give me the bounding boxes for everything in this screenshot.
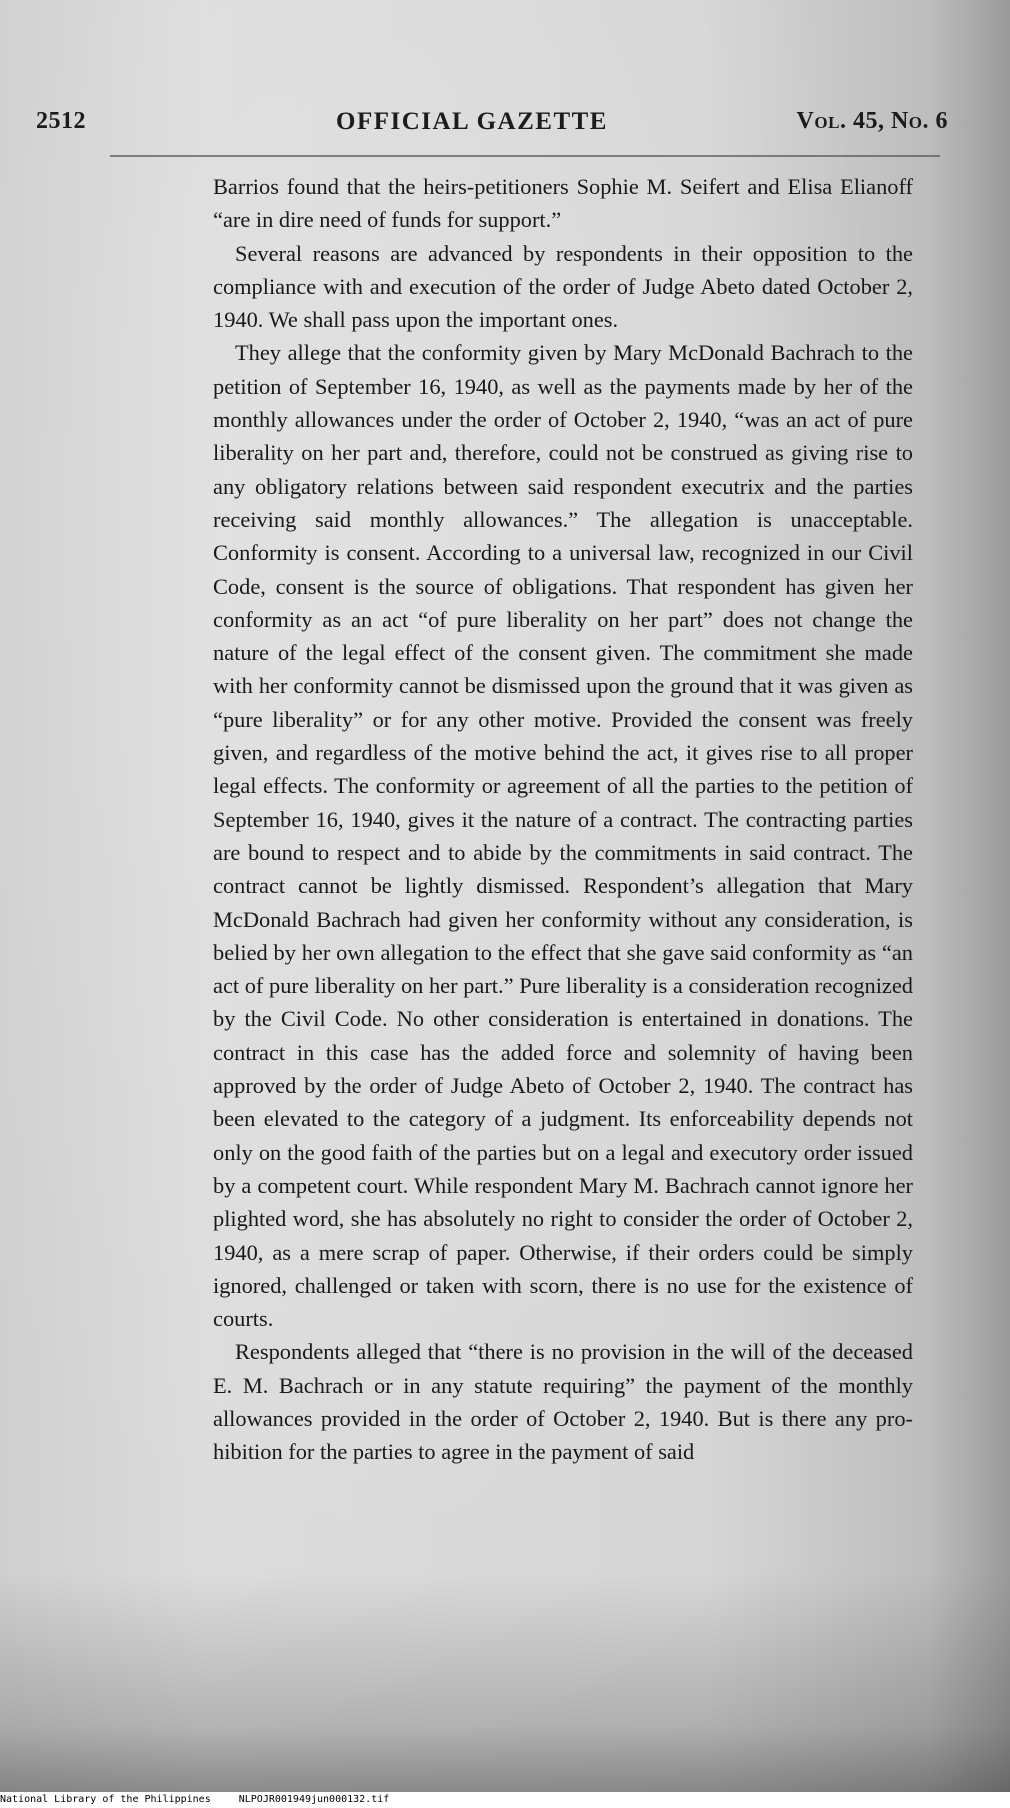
volume-issue: Vol. 45, No. 6	[796, 108, 948, 134]
paragraph-they-allege: They allege that the conformity given by Mary McDonald Bachrach to the petition of September 16, 1940, as well as the payments made by her of the monthly allowances under the order of October 2, 1940, “was an act of pure liberality on her part and, therefore, could not be construed as giving rise to any obligatory relations between said respondent executrix and the parties receiving said monthly allowances.” The allegation is unacceptable. Conformity is consent. According to a universal law, recognized in our Civil Code, consent is the source of obligations. That respondent has given her conformity as an act “of pure liberality on her part” does not change the nature of the legal effect of the consent given. The commitment she made with her conformity cannot be dismissed upon the ground that it was given as “pure liberality” or for any other motive. Provided the consent was freely given, and regardless of the motive behind the act, it gives rise to all proper legal effects. The conformity or agreement of all the parties to the petition of September 16, 1940, gives it the nature of a contract. The contracting parties are bound to respect and to abide by the commitments in said contract. The contract cannot be lightly dismissed. Respondent’s allegation that Mary McDonald Bachrach had given her conformity without any consideration, is belied by her own allegation to the effect that she gave said conformity as “an act of pure liberality on her part.” Pure liberality is a consideration recognized by the Civil Code. No other consideration is entertained in donations. The contract in this case has the added force and solemnity of having been approved by the order of Judge Abeto of October 2, 1940. The contract has been elevated to the category of a judgment. Its enforceability depends not only on the good faith of the parties but on a legal and executory order issued by a competent court. While respondent Mary M. Bachrach cannot ignore her plighted word, she has absolutely no right to consider the order of October 2, 1940, as a mere scrap of paper. Otherwise, if their orders could be simply ignored, challenged or taken with scorn, there is no use for the existence of courts.	[213, 340, 913, 1332]
file-identifier: NLPOJR001949jun000132.tif	[238, 1794, 390, 1805]
paragraph-barrios: Barrios found that the heirs-petitioners Sophie M. Seifert and Elisa Elianoff “are in dire need of funds for support.”	[213, 174, 913, 233]
page-header	[36, 108, 948, 148]
paragraph-several-reasons: Several reasons are advanced by respondents in their opposition to the compliance with and execution of the order of Judge Abeto dated October 2, 1940. We shall pass upon the important ones.	[213, 240, 913, 333]
header-rule	[110, 155, 940, 157]
library-credit: National Library of the Philippines	[0, 1794, 211, 1805]
body-text	[213, 170, 913, 1469]
paragraph-respondents-alleged: Respondents alleged that “there is no provision in the will of the deceased E. M. Bachrach or in any statute requiring” the payment of the monthly allowances provided in the order of October 2, 1940. But is there any prohibition for the parties to agree in the payment of said	[213, 1339, 913, 1465]
scan-footer	[0, 1792, 1010, 1808]
running-title: OFFICIAL GAZETTE	[336, 108, 608, 135]
page-number: 2512	[36, 108, 86, 134]
